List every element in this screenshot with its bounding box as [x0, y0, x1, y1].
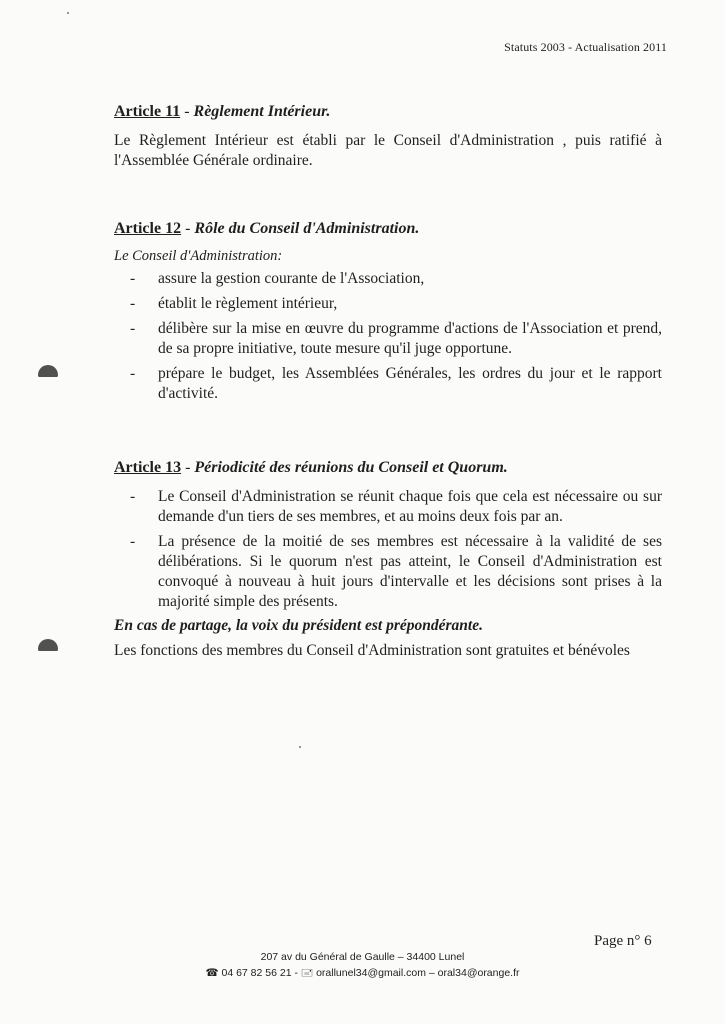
scan-speck	[299, 746, 301, 748]
dash-bullet: -	[130, 295, 136, 312]
article-12-list	[114, 269, 662, 404]
article-12-intro: Le Conseil d'Administration:	[114, 248, 283, 264]
dash-bullet: -	[130, 320, 136, 337]
dash-bullet: -	[130, 270, 136, 287]
article-11-separator: -	[180, 103, 194, 120]
article-13-closing: Les fonctions des membres du Conseil d'Administration sont gratuites et bénévoles	[114, 642, 630, 659]
article-11-body: Le Règlement Intérieur est établi par le Conseil d'Administration , puis ratifié à l'Assemblée Générale ordinaire.	[114, 132, 662, 169]
dash-bullet: -	[130, 533, 136, 550]
list-item-text: délibère sur la mise en œuvre du programme d'actions de l'Association et prend, de sa propre initiative, toute mesure qu'il juge opportune.	[158, 320, 662, 357]
article-12	[114, 220, 662, 409]
page-number: Page n° 6	[594, 933, 652, 949]
footer-address: 207 av du Général de Gaulle – 34400 Lunel	[260, 951, 465, 963]
list-item	[114, 319, 662, 359]
article-13-list	[114, 487, 662, 612]
article-12-separator: -	[181, 220, 195, 237]
article-13-title	[114, 459, 662, 477]
article-13-separator: -	[181, 459, 195, 476]
list-item	[114, 294, 662, 314]
list-item-text: prépare le budget, les Assemblées Générales, les ordres du jour et le rapport d'activité.	[158, 365, 662, 402]
dash-bullet: -	[130, 365, 136, 382]
list-item	[114, 364, 662, 404]
list-item-text: établit le règlement intérieur,	[158, 295, 338, 312]
article-12-title	[114, 220, 662, 238]
article-12-name: Rôle du Conseil d'Administration.	[194, 220, 420, 237]
list-item	[114, 532, 662, 612]
article-13-name: Périodicité des réunions du Conseil et Quorum.	[194, 459, 508, 476]
article-13-emphasis: En cas de partage, la voix du président est prépondérante.	[114, 617, 483, 634]
article-11-number: Article 11	[114, 103, 181, 120]
article-12-number: Article 12	[114, 220, 182, 237]
page-header: Statuts 2003 - Actualisation 2011	[504, 40, 667, 54]
article-13	[114, 459, 662, 661]
list-item-text: Le Conseil d'Administration se réunit chaque fois que cela est nécessaire ou sur demande d'un tiers de ses membres, et au moins deux fois par an.	[158, 488, 662, 525]
list-item	[114, 487, 662, 527]
list-item	[114, 269, 662, 289]
list-item-text: La présence de la moitié de ses membres est nécessaire à la validité de ses délibérations. Si le quorum n'est pas atteint, le Conseil d'Administration est convoqué à nouveau à huit jours d'intervalle et les décisions sont prises à la majorité simple des présents.	[158, 533, 662, 610]
article-11	[114, 103, 662, 171]
article-11-name: Règlement Intérieur.	[193, 103, 331, 120]
scan-speck	[67, 12, 69, 14]
article-11-title	[114, 103, 662, 121]
list-item-text: assure la gestion courante de l'Association,	[158, 270, 425, 287]
punch-hole-icon	[38, 365, 58, 377]
footer-contact: ☎ 04 67 82 56 21 - 🖃 orallunel34@gmail.com – oral34@orange.fr	[205, 967, 520, 979]
punch-hole-icon	[38, 639, 58, 651]
article-13-number: Article 13	[114, 459, 182, 476]
dash-bullet: -	[130, 488, 136, 505]
